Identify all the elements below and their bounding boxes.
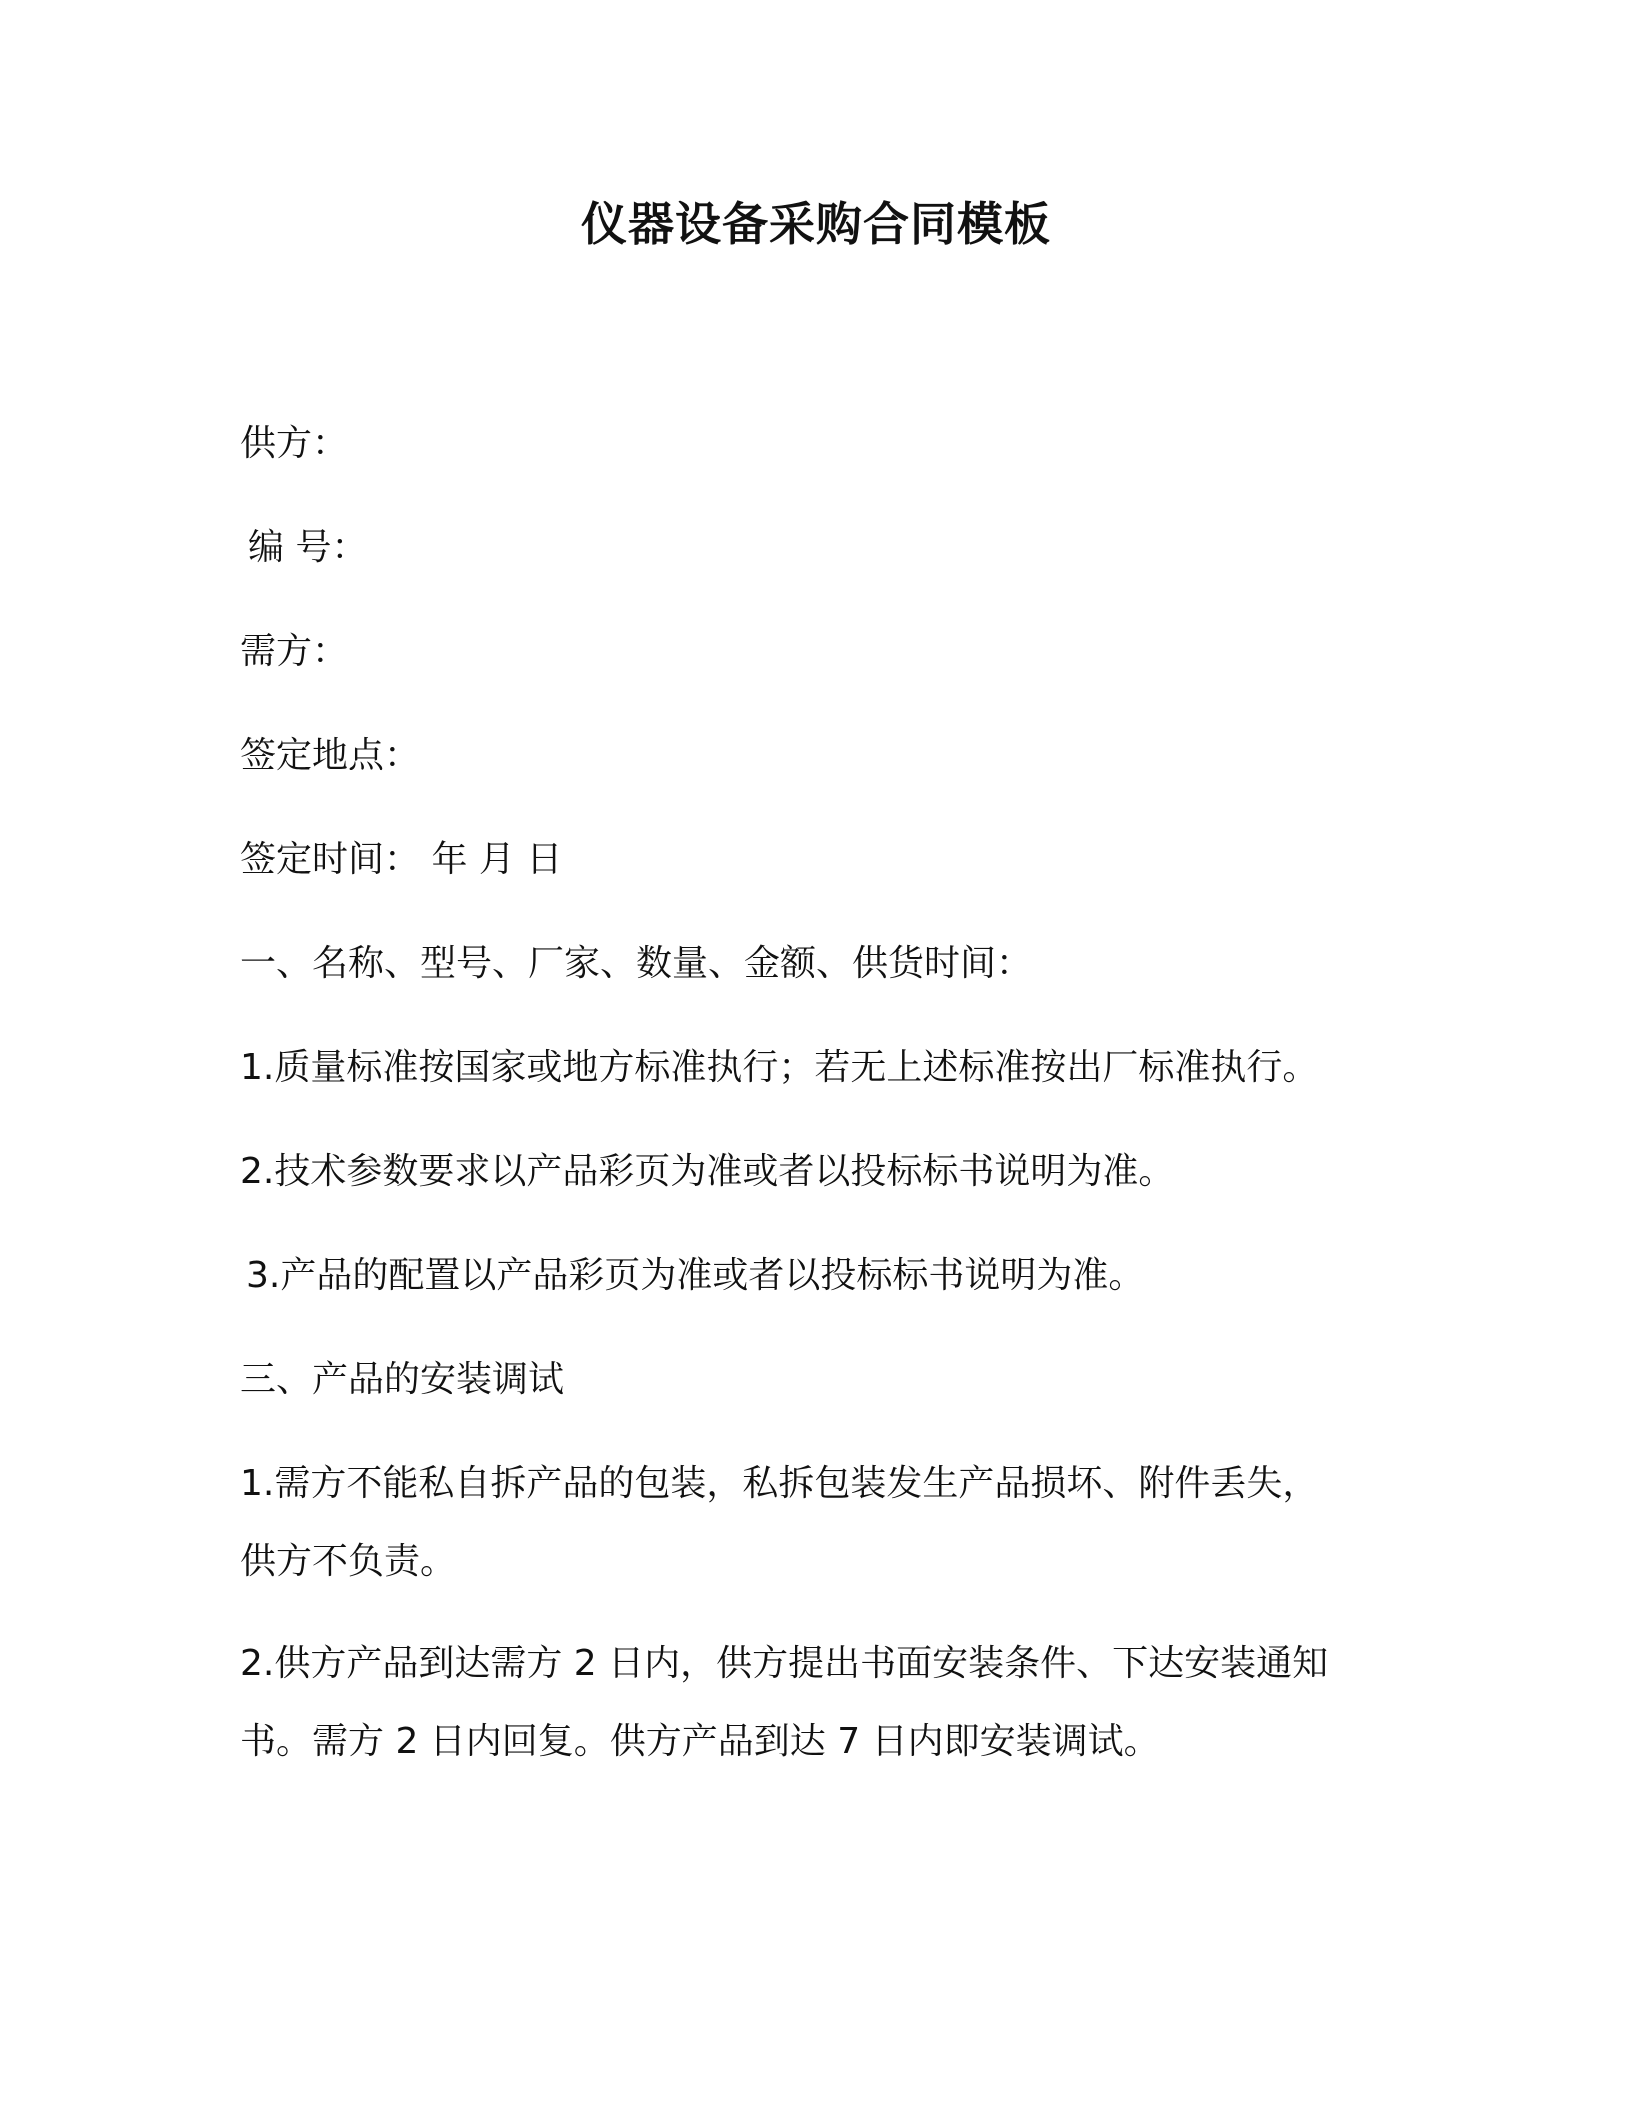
field-sign-time: 签定时间： 年 月 日 xyxy=(240,839,563,880)
field-buyer: 需方： xyxy=(240,631,349,672)
section-three-item-1-line-1: 1.需方不能私自拆产品的包装，私拆包装发生产品损坏、附件丢失， xyxy=(240,1463,1319,1504)
section-three-heading: 三、产品的安装调试 xyxy=(240,1359,565,1400)
section-three-item-2-line-1: 2.供方产品到达需方 2 日内，供方提出书面安装条件、下达安装通知 xyxy=(240,1643,1329,1684)
section-three-item-1-line-2: 供方不负责。 xyxy=(240,1541,457,1582)
document-title: 仪器设备采购合同模板 xyxy=(581,197,1051,251)
section-one-heading: 一、名称、型号、厂家、数量、金额、供货时间： xyxy=(240,943,1033,984)
field-supplier: 供方： xyxy=(240,423,349,464)
field-number: 编 号： xyxy=(248,527,368,568)
field-sign-place: 签定地点： xyxy=(240,735,421,776)
section-one-item-3: 3.产品的配置以产品彩页为准或者以投标标书说明为准。 xyxy=(246,1255,1145,1296)
section-one-item-1: 1.质量标准按国家或地方标准执行；若无上述标准按出厂标准执行。 xyxy=(240,1047,1319,1088)
section-one-item-2: 2.技术参数要求以产品彩页为准或者以投标标书说明为准。 xyxy=(240,1151,1175,1192)
section-three-item-2-line-2: 书。需方 2 日内回复。供方产品到达 7 日内即安装调试。 xyxy=(240,1721,1160,1762)
